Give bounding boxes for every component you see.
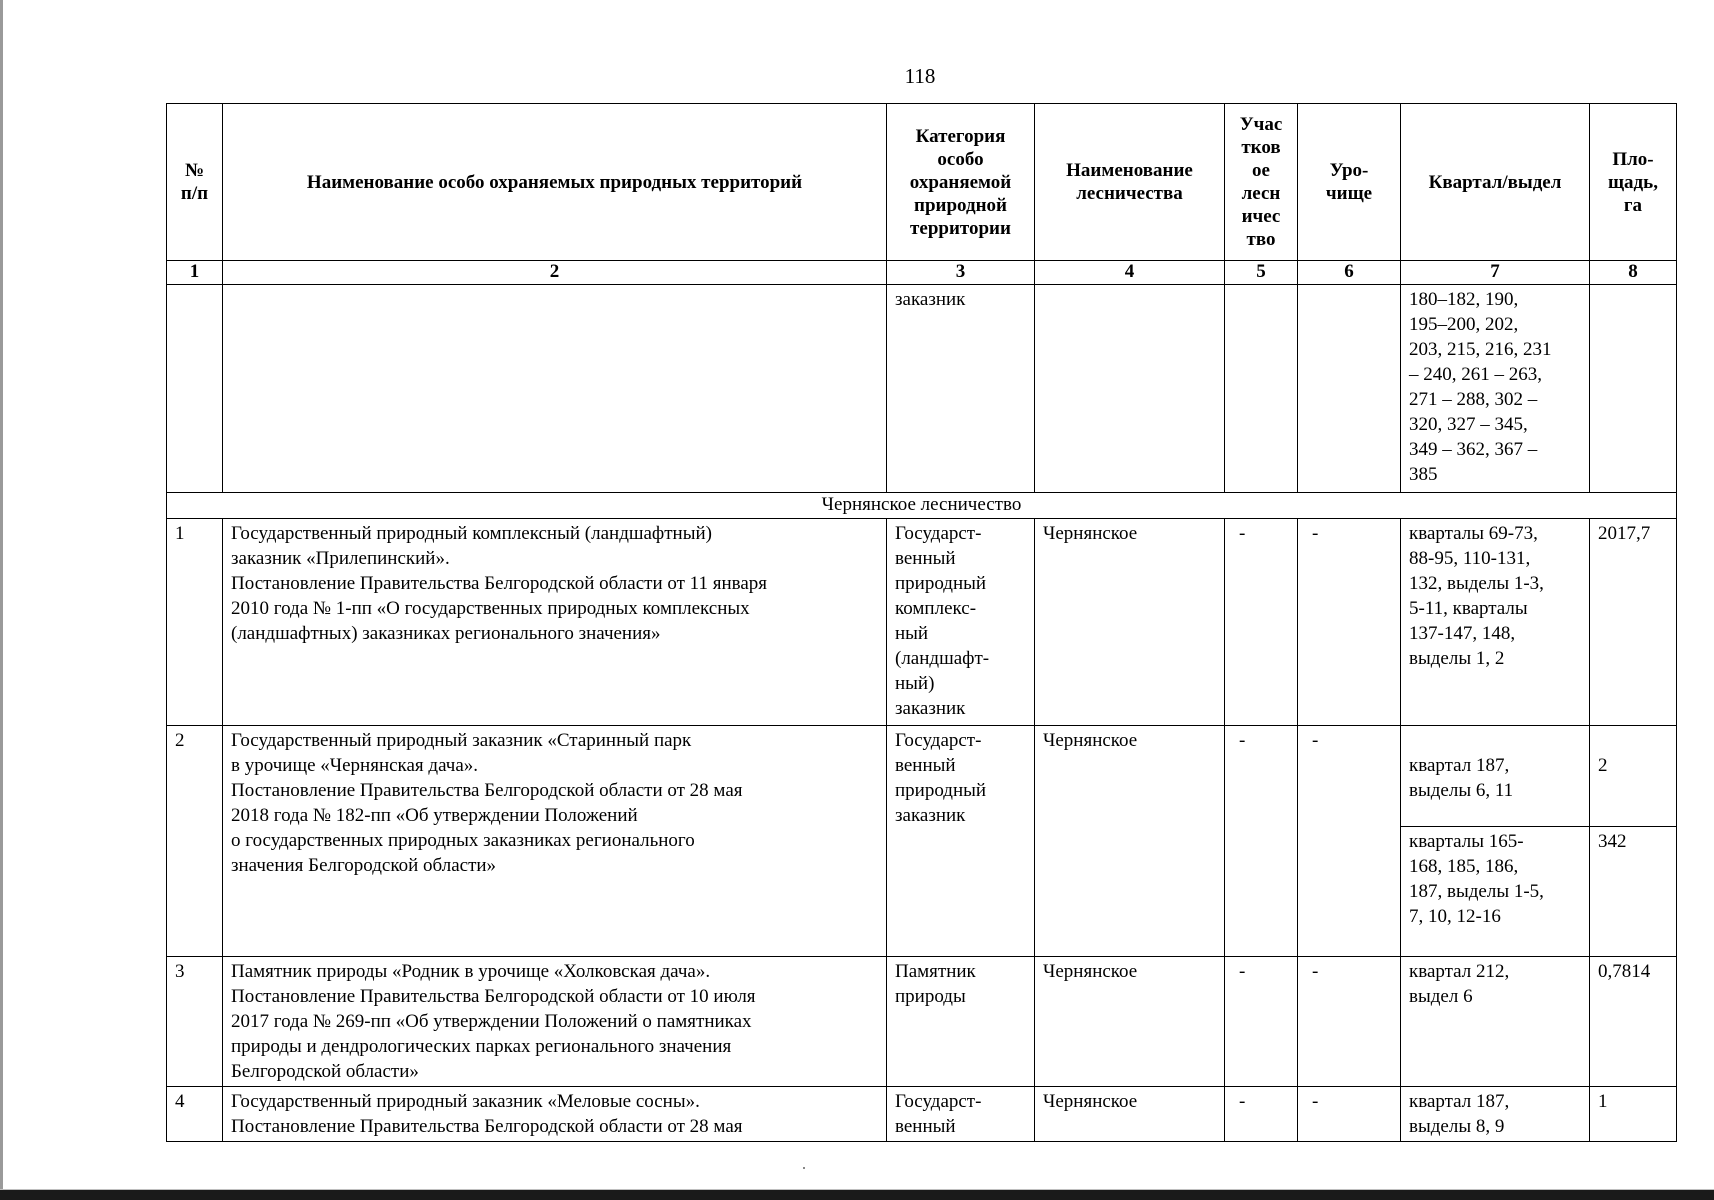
cell-quarters-a: квартал 187, выделы 6, 11 <box>1409 755 1514 801</box>
cell-category: Памятник природы <box>887 957 1035 1087</box>
cell-tract: - <box>1298 726 1401 957</box>
cell-name: Государственный природный комплексный (ландшафтный) заказник «Прилепинский». Постановление Правительства Белгородской области от 11 января 2010 года № 1-пп «О государственных природных комплексных (ландшафтных) заказниках регионального значения» <box>223 519 887 726</box>
cell-district: - <box>1225 519 1298 726</box>
cell-quarters: 180–182, 190, 195–200, 202, 203, 215, 216, 231 – 240, 261 – 263, 271 – 288, 302 – 320, 327 – 345, 349 – 362, 367 – 385 <box>1401 285 1590 493</box>
protected-areas-table <box>166 103 1677 1142</box>
page-number: 118 <box>904 64 936 88</box>
cell-number <box>167 285 223 493</box>
header-name: Наименование особо охраняемых природных территорий <box>223 104 887 261</box>
table-row <box>167 726 1677 957</box>
header-district-forestry: Учас тков ое лесн ичес тво <box>1225 104 1298 261</box>
cell-number: 4 <box>167 1087 223 1142</box>
column-number: 5 <box>1225 261 1298 285</box>
cell-area: 0,7814 <box>1590 957 1677 1087</box>
column-number-row <box>167 261 1677 285</box>
cell-tract <box>1298 285 1401 493</box>
header-category: Категория особо охраняемой природной территории <box>887 104 1035 261</box>
table-row <box>167 1087 1677 1142</box>
continuation-row <box>167 285 1677 493</box>
cell-forestry: Чернянское <box>1035 519 1225 726</box>
table-row <box>167 957 1677 1087</box>
cell-forestry: Чернянское <box>1035 957 1225 1087</box>
header-area: Пло- щадь, га <box>1590 104 1677 261</box>
cell-quarters: квартал 187, выделы 8, 9 <box>1401 1087 1590 1142</box>
scan-speck <box>803 1167 805 1169</box>
cell-category: Государст- венный природный заказник <box>887 726 1035 957</box>
cell-tract: - <box>1298 957 1401 1087</box>
column-number: 3 <box>887 261 1035 285</box>
cell-category: Государст- венный <box>887 1087 1035 1142</box>
column-number: 1 <box>167 261 223 285</box>
cell-number: 2 <box>167 726 223 957</box>
cell-name: Памятник природы «Родник в урочище «Холковская дача». Постановление Правительства Белгородской области от 10 июля 2017 года № 269-пп «Об утверждении Положений о памятниках природы и дендрологических парках регионального значения Белгородской области» <box>223 957 887 1087</box>
cell-area-b: 342 <box>1590 826 1676 856</box>
cell-name: Государственный природный заказник «Меловые сосны». Постановление Правительства Белгородской области от 28 мая <box>223 1087 887 1142</box>
cell-quarters: кварталы 69-73, 88-95, 110-131, 132, выделы 1-3, 5-11, кварталы 137-147, 148, выделы 1, 2 <box>1401 519 1590 726</box>
header-tract: Уро- чище <box>1298 104 1401 261</box>
cell-name: Государственный природный заказник «Старинный парк в урочище «Чернянская дача». Постановление Правительства Белгородской области от 28 мая 2018 года № 182-пп «Об утверждении Положений о государственных природных заказниках регионального значения Белгородской области» <box>223 726 887 957</box>
cell-name <box>223 285 887 493</box>
cell-tract: - <box>1298 1087 1401 1142</box>
cell-category: Государст- венный природный комплекс- ный (ландшафт- ный) заказник <box>887 519 1035 726</box>
cell-quarters-split <box>1401 726 1590 957</box>
table-row <box>167 519 1677 726</box>
section-row <box>167 493 1677 519</box>
scan-bottom-edge <box>0 1190 1714 1200</box>
cell-area: 1 <box>1590 1087 1677 1142</box>
cell-area <box>1590 285 1677 493</box>
header-row <box>167 104 1677 261</box>
column-number: 6 <box>1298 261 1401 285</box>
cell-district <box>1225 285 1298 493</box>
cell-forestry <box>1035 285 1225 493</box>
cell-quarters: квартал 212, выдел 6 <box>1401 957 1590 1087</box>
section-title: Чернянское лесничество <box>167 493 1677 519</box>
cell-forestry: Чернянское <box>1035 726 1225 957</box>
cell-district: - <box>1225 726 1298 957</box>
scan-left-edge <box>0 0 3 1200</box>
column-number: 8 <box>1590 261 1677 285</box>
header-quarter: Квартал/выдел <box>1401 104 1590 261</box>
cell-tract: - <box>1298 519 1401 726</box>
cell-category: заказник <box>887 285 1035 493</box>
column-number: 4 <box>1035 261 1225 285</box>
cell-quarters-b: кварталы 165- 168, 185, 186, 187, выделы 1-5, 7, 10, 12-16 <box>1401 826 1589 931</box>
column-number: 2 <box>223 261 887 285</box>
header-number: № п/п <box>167 104 223 261</box>
cell-district: - <box>1225 1087 1298 1142</box>
column-number: 7 <box>1401 261 1590 285</box>
cell-forestry: Чернянское <box>1035 1087 1225 1142</box>
cell-area-split <box>1590 726 1677 957</box>
cell-area: 2017,7 <box>1590 519 1677 726</box>
cell-number: 3 <box>167 957 223 1087</box>
cell-area-a: 2 <box>1598 755 1608 776</box>
cell-number: 1 <box>167 519 223 726</box>
cell-district: - <box>1225 957 1298 1087</box>
header-forestry: Наименование лесничества <box>1035 104 1225 261</box>
